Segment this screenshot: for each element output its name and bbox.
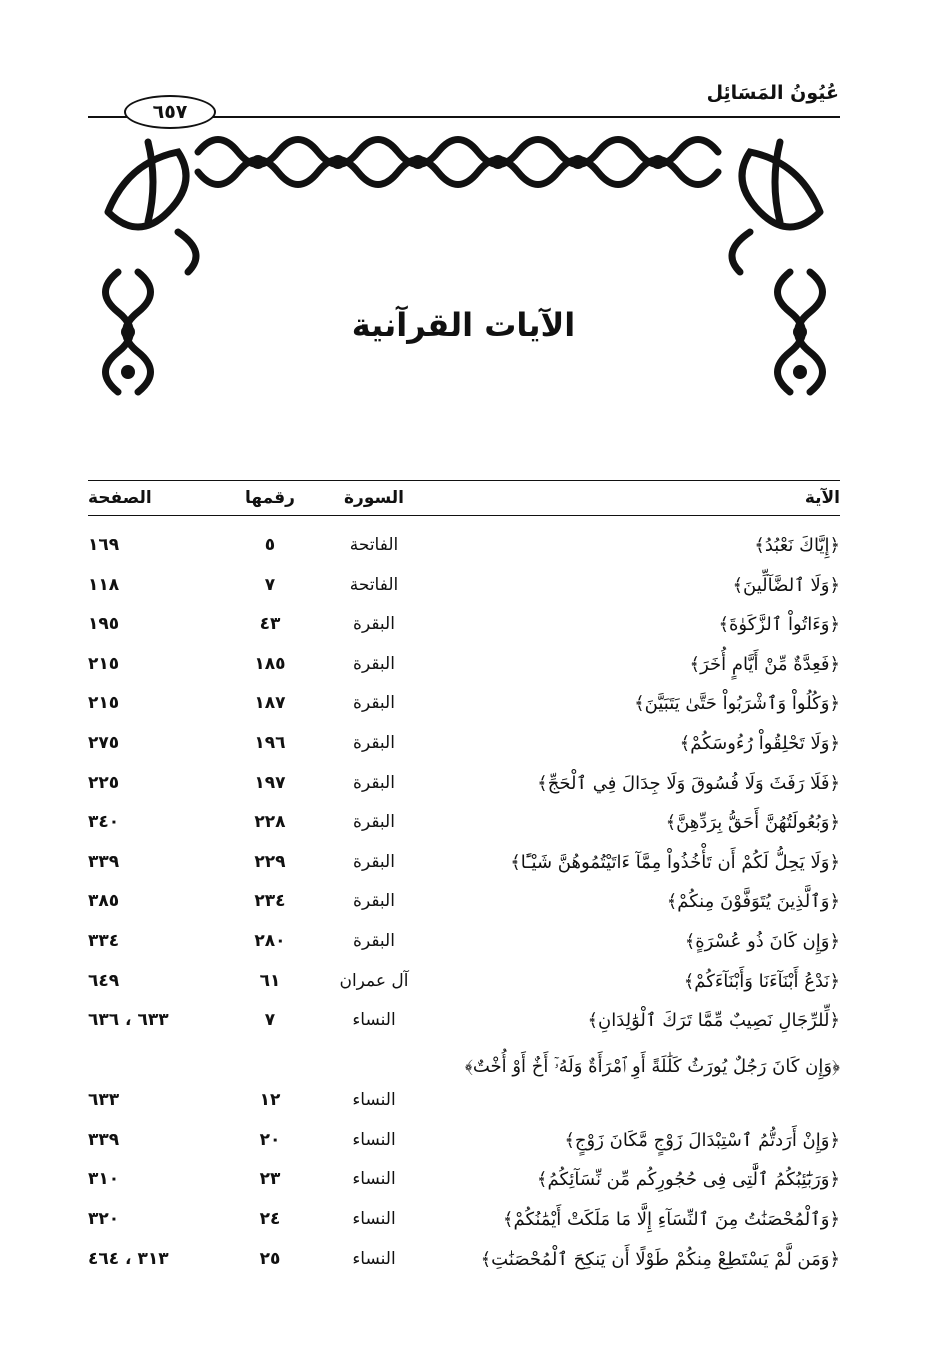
table-row [88, 803, 840, 843]
verse-number-cell: ١٩٦ [254, 732, 286, 753]
table-row [88, 1001, 840, 1041]
verse-cell: ﴿فَلَا رَفَثَ وَلَا فُسُوقَ وَلَا جِدَالَ فِي ٱلْحَجِّ﴾ [537, 772, 840, 794]
surah-cell: البقرة [353, 653, 395, 674]
section-title: الآيات القرآنية [351, 306, 576, 344]
table-body [88, 526, 840, 1279]
page-cell: ٣٨٥ [88, 891, 120, 912]
surah-cell: آل عمران [339, 970, 409, 991]
verse-number-cell: ٢٠ [259, 1129, 281, 1150]
page-cell: ٣٣٩ [88, 851, 120, 872]
surah-cell: النساء [352, 1208, 396, 1229]
verse-cell: ﴿وَٱلَّذِينَ يُتَوَفَّوْنَ مِنكُمْ﴾ [666, 891, 840, 913]
table-row [88, 1240, 840, 1280]
verse-cell: ﴿وَلَا يَحِلُّ لَكُمْ أَن تَأْخُذُواْ مِمَّآ ءَاتَيْتُمُوهُنَّ شَيْـًٔا﴾ [510, 851, 840, 873]
table-row [88, 724, 840, 764]
page-cell: ٢١٥ [88, 693, 120, 714]
verse-number-cell: ٤٣ [259, 614, 281, 635]
verse-number-cell: ٥ [264, 535, 276, 555]
page-cell: ٦٣٣ ، ٦٣٦ [88, 1010, 169, 1031]
verse-number-cell: ٢٣٤ [254, 891, 286, 912]
verse-cell: ﴿وَإِن كَانَ رَجُلٌ يُورَثُ كَلَٰلَةً أَوِ ٱمْرَأَةٌ وَلَهُۥٓ أَخٌ أَوْ أُخْتٌ﴾ [464, 1055, 840, 1077]
verse-cell: ﴿وَلَا ٱلضَّآلِّينَ﴾ [732, 574, 840, 596]
column-header-number: رقمها [245, 488, 295, 508]
verse-cell: ﴿وَكُلُواْ وَٱشْرَبُواْ حَتَّىٰ يَتَبَيَّنَ﴾ [634, 693, 840, 715]
verse-cell: ﴿وَٱلْمُحْصَنَٰتُ مِنَ ٱلنِّسَآءِ إِلَّا مَا مَلَكَتْ أَيْمَٰنُكُمْ﴾ [502, 1208, 840, 1230]
page-cell: ٣٣٤ [88, 930, 120, 951]
table-header-row [88, 480, 840, 516]
verse-number-cell: ١٨٥ [254, 653, 286, 674]
table-row [88, 922, 840, 962]
decorative-frame-ornament [88, 122, 840, 412]
surah-cell: البقرة [353, 930, 395, 951]
page-cell: ١٦٩ [88, 535, 120, 555]
page-cell: ١٩٥ [88, 614, 120, 635]
verse-cell: ﴿وَإِنْ أَرَدتُّمُ ٱسْتِبْدَالَ زَوْجٍ مَّكَانَ زَوْجٍ﴾ [564, 1129, 840, 1151]
quran-verses-index-table [88, 480, 840, 1279]
verse-number-cell: ٢٨٠ [254, 930, 286, 951]
page-cell: ٣٢٠ [88, 1208, 120, 1229]
surah-cell: الفاتحة [349, 574, 399, 595]
verse-cell: ﴿لِّلرِّجَالِ نَصِيبٌ مِّمَّا تَرَكَ ٱلْوَٰلِدَانِ﴾ [587, 1010, 840, 1032]
table-row [88, 1160, 840, 1200]
table-row [88, 882, 840, 922]
surah-cell: البقرة [353, 732, 395, 753]
page-cell: ٣١٣ ، ٤٦٤ [88, 1248, 169, 1269]
surah-cell: الفاتحة [349, 535, 399, 555]
table-row [88, 645, 840, 685]
verse-cell: ﴿وَرَبَٰٓئِبُكُمُ ٱلَّٰتِى فِى حُجُورِكُم مِّن نِّسَآئِكُمُ﴾ [536, 1169, 840, 1191]
page-cell: ٢١٥ [88, 653, 120, 674]
verse-cell: ﴿وَلَا تَحْلِقُواْ رُءُوسَكُمْ﴾ [679, 732, 840, 754]
verse-cell: ﴿فَعِدَّةٌ مِّنْ أَيَّامٍ أُخَرَ﴾ [689, 653, 840, 675]
table-row [88, 1041, 840, 1121]
table-row [88, 684, 840, 724]
page-cell: ٦٤٩ [88, 970, 120, 991]
table-row [88, 566, 840, 606]
verse-number-cell: ١٩٧ [254, 772, 286, 793]
verse-number-cell: ٢٢٩ [254, 851, 286, 872]
surah-cell: النساء [352, 1010, 396, 1031]
verse-number-cell: ٦١ [259, 970, 281, 991]
page-cell: ٢٢٥ [88, 772, 120, 793]
verse-cell: ﴿وَبُعُولَتُهُنَّ أَحَقُّ بِرَدِّهِنَّ﴾ [665, 812, 840, 834]
page-cell: ٢٧٥ [88, 732, 120, 753]
column-header-surah: السورة [344, 488, 404, 508]
surah-cell: البقرة [353, 891, 395, 912]
table-row [88, 1121, 840, 1161]
surah-cell: النساء [352, 1129, 396, 1150]
surah-cell: البقرة [353, 851, 395, 872]
verse-number-cell: ٧ [264, 574, 276, 595]
surah-cell: النساء [352, 1169, 396, 1190]
table-row [88, 962, 840, 1002]
page-cell: ١١٨ [88, 574, 120, 595]
table-row [88, 605, 840, 645]
table-row [88, 1200, 840, 1240]
surah-cell: النساء [352, 1089, 396, 1110]
verse-number-cell: ٢٤ [259, 1208, 281, 1229]
surah-cell: البقرة [353, 812, 395, 833]
verse-number-cell: ١٨٧ [254, 693, 286, 714]
surah-cell: البقرة [353, 693, 395, 714]
column-header-verse: الآية [804, 488, 840, 508]
table-row [88, 526, 840, 566]
verse-cell: ﴿وَءَاتُواْ ٱلزَّكَوٰةَ﴾ [718, 614, 840, 636]
verse-cell: ﴿وَمَن لَّمْ يَسْتَطِعْ مِنكُمْ طَوْلًا أَن يَنكِحَ ٱلْمُحْصَنَٰتِ﴾ [480, 1248, 840, 1270]
surah-cell: النساء [352, 1248, 396, 1269]
page-cell: ٣٤٠ [88, 812, 120, 833]
table-row [88, 843, 840, 883]
verse-number-cell: ٢٢٨ [254, 812, 286, 833]
page-cell: ٣١٠ [88, 1169, 120, 1190]
page-cell: ٣٣٩ [88, 1129, 120, 1150]
page-cell: ٦٣٣ [88, 1089, 120, 1110]
verse-cell: ﴿نَدْعُ أَبْنَآءَنَا وَأَبْنَآءَكُمْ﴾ [683, 970, 840, 992]
surah-cell: البقرة [353, 614, 395, 635]
verse-number-cell: ٧ [264, 1010, 276, 1031]
verse-number-cell: ١٢ [259, 1089, 281, 1110]
verse-cell: ﴿إِيَّاكَ نَعْبُدُ﴾ [754, 535, 840, 556]
verse-number-cell: ٢٥ [259, 1248, 281, 1269]
table-row [88, 764, 840, 804]
verse-cell: ﴿وَإِن كَانَ ذُو عُسْرَةٍ﴾ [684, 930, 840, 952]
column-header-page: الصفحة [88, 488, 152, 508]
page-number: ٦٥٧ [124, 95, 216, 129]
running-header-title: عُيُونُ المَسَائِل [706, 82, 839, 104]
verse-number-cell: ٢٣ [259, 1169, 281, 1190]
surah-cell: البقرة [353, 772, 395, 793]
